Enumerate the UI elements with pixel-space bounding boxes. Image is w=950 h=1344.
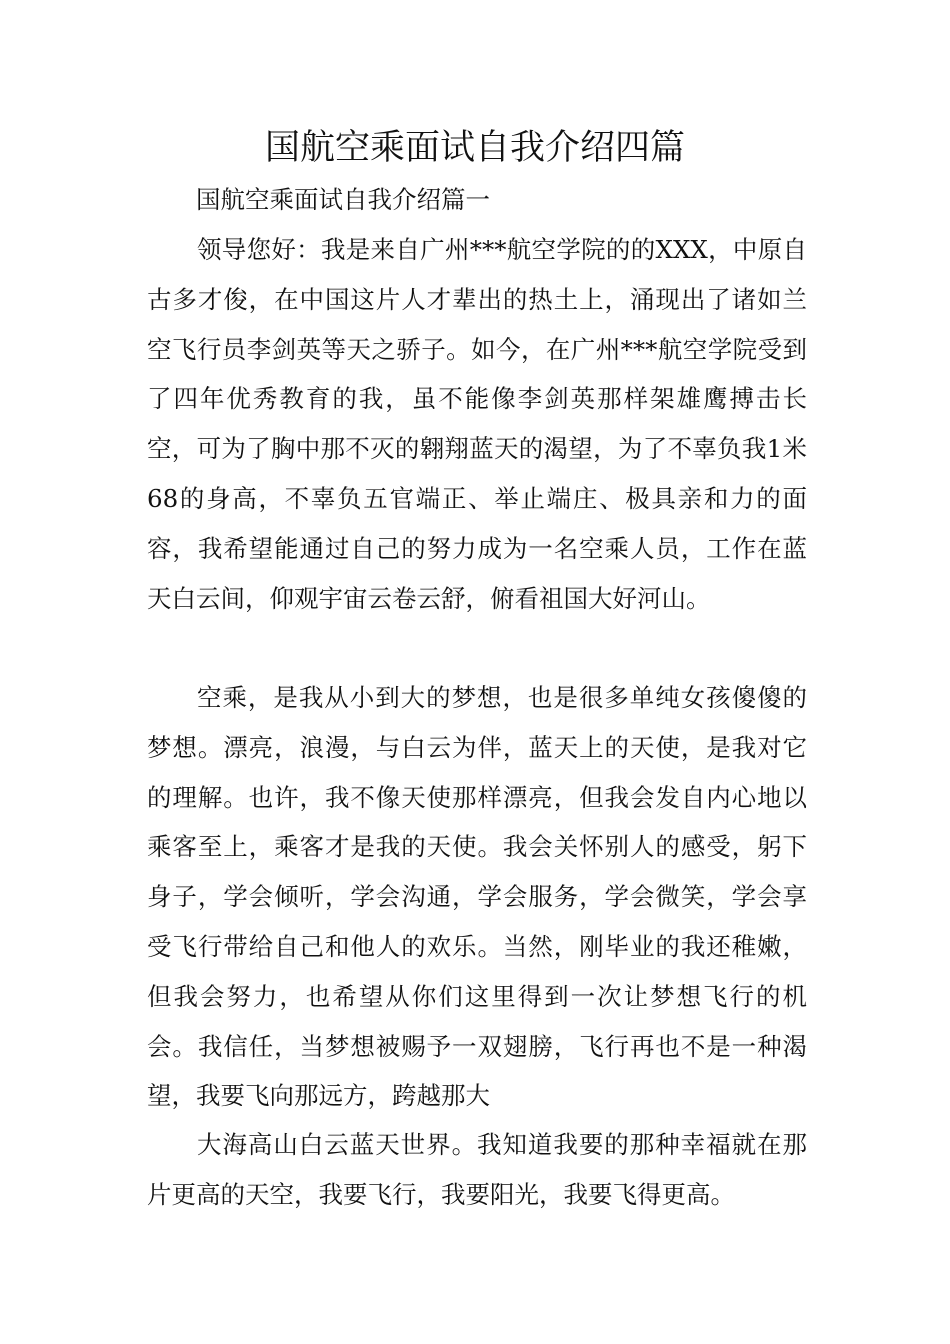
- section-heading: 国航空乘面试自我介绍篇一: [196, 185, 490, 214]
- paragraph-2: 空乘，是我从小到大的梦想，也是很多单纯女孩傻傻的梦想。漂亮，浪漫，与白云为伴，蓝天上的天使，是我对它的理解。也许，我不像天使那样漂亮，但我会发自内心地以乘客至上，乘客才是我的天使。我会关怀别人的感受，躬下身子，学会倾听，学会沟通，学会服务，学会微笑，学会享受飞行带给自己和他人的欢乐。当然，刚毕业的我还稚嫩，但我会努力，也希望从你们这里得到一次让梦想飞行的机会。我信任，当梦想被赐予一双翅膀，飞行再也不是一种渴望，我要飞向那远方，跨越那大: [147, 683, 807, 1111]
- document-title: 国航空乘面试自我介绍四篇: [264, 128, 685, 168]
- paragraph-3: 大海高山白云蓝天世界。我知道我要的那种幸福就在那片更高的天空，我要飞行，我要阳光，我要飞得更高。: [147, 1130, 807, 1209]
- paragraph-1: 领导您好：我是来自广州***航空学院的的XXX，中原自古多才俊，在中国这片人才辈出的热土上，涌现出了诸如兰空飞行员李剑英等天之骄子。如今，在广州***航空学院受到了四年优秀教育的我，虽不能像李剑英那样架雄鹰搏击长空，可为了胸中那不灭的翱翔蓝天的渴望，为了不辜负我1米68的身高，不辜负五官端正、举止端庄、极具亲和力的面容，我希望能通过自己的努力成为一名空乘人员，工作在蓝天白云间，仰观宇宙云卷云舒，俯看祖国大好河山。: [147, 235, 807, 613]
